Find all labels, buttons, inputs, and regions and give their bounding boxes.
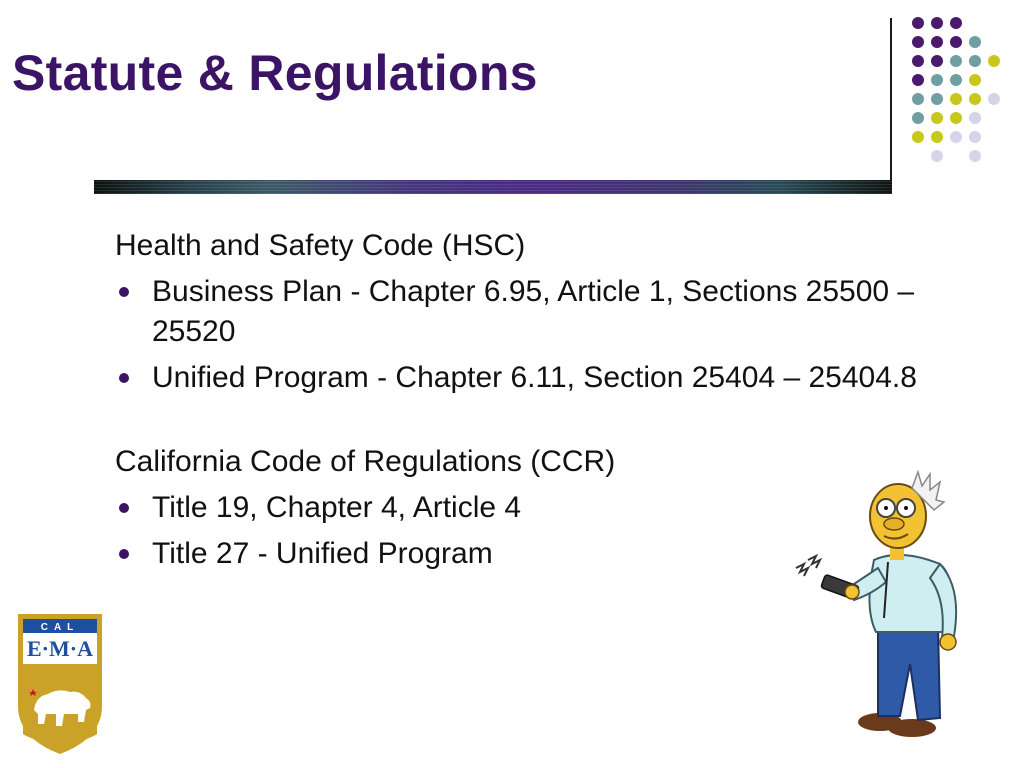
list-item (115, 358, 975, 398)
divider-vertical-line (890, 18, 892, 194)
bullet-list (115, 272, 975, 398)
slide-title: Statute & Regulations (12, 45, 538, 101)
round-bullet-icon (119, 287, 129, 297)
logo-main-text: E·M·A (27, 636, 93, 661)
round-bullet-icon (119, 549, 129, 559)
section-heading: California Code of Regulations (CCR) (115, 445, 616, 478)
round-bullet-icon (119, 503, 129, 513)
title-underline-bar (94, 180, 892, 194)
list-item-text: Title 19, Chapter 4, Article 4 (152, 491, 522, 524)
section-hsc (115, 226, 975, 398)
cal-ema-shield-logo-icon (14, 610, 106, 756)
dot-grid-decoration (0, 0, 1024, 200)
list-item-text: Title 27 - Unified Program (152, 537, 493, 570)
list-item-text: Business Plan - Chapter 6.95, Article 1, Sections 25500 – 25520 (152, 275, 915, 348)
round-bullet-icon (119, 373, 129, 383)
list-item (115, 272, 975, 352)
section-spacer (115, 404, 975, 442)
list-item-text: Unified Program - Chapter 6.11, Section 25404 – 25404.8 (152, 361, 917, 394)
section-heading: Health and Safety Code (HSC) (115, 229, 526, 262)
old-man-with-phone-illustration-icon (790, 468, 970, 738)
logo-top-text: CAL (40, 622, 80, 633)
